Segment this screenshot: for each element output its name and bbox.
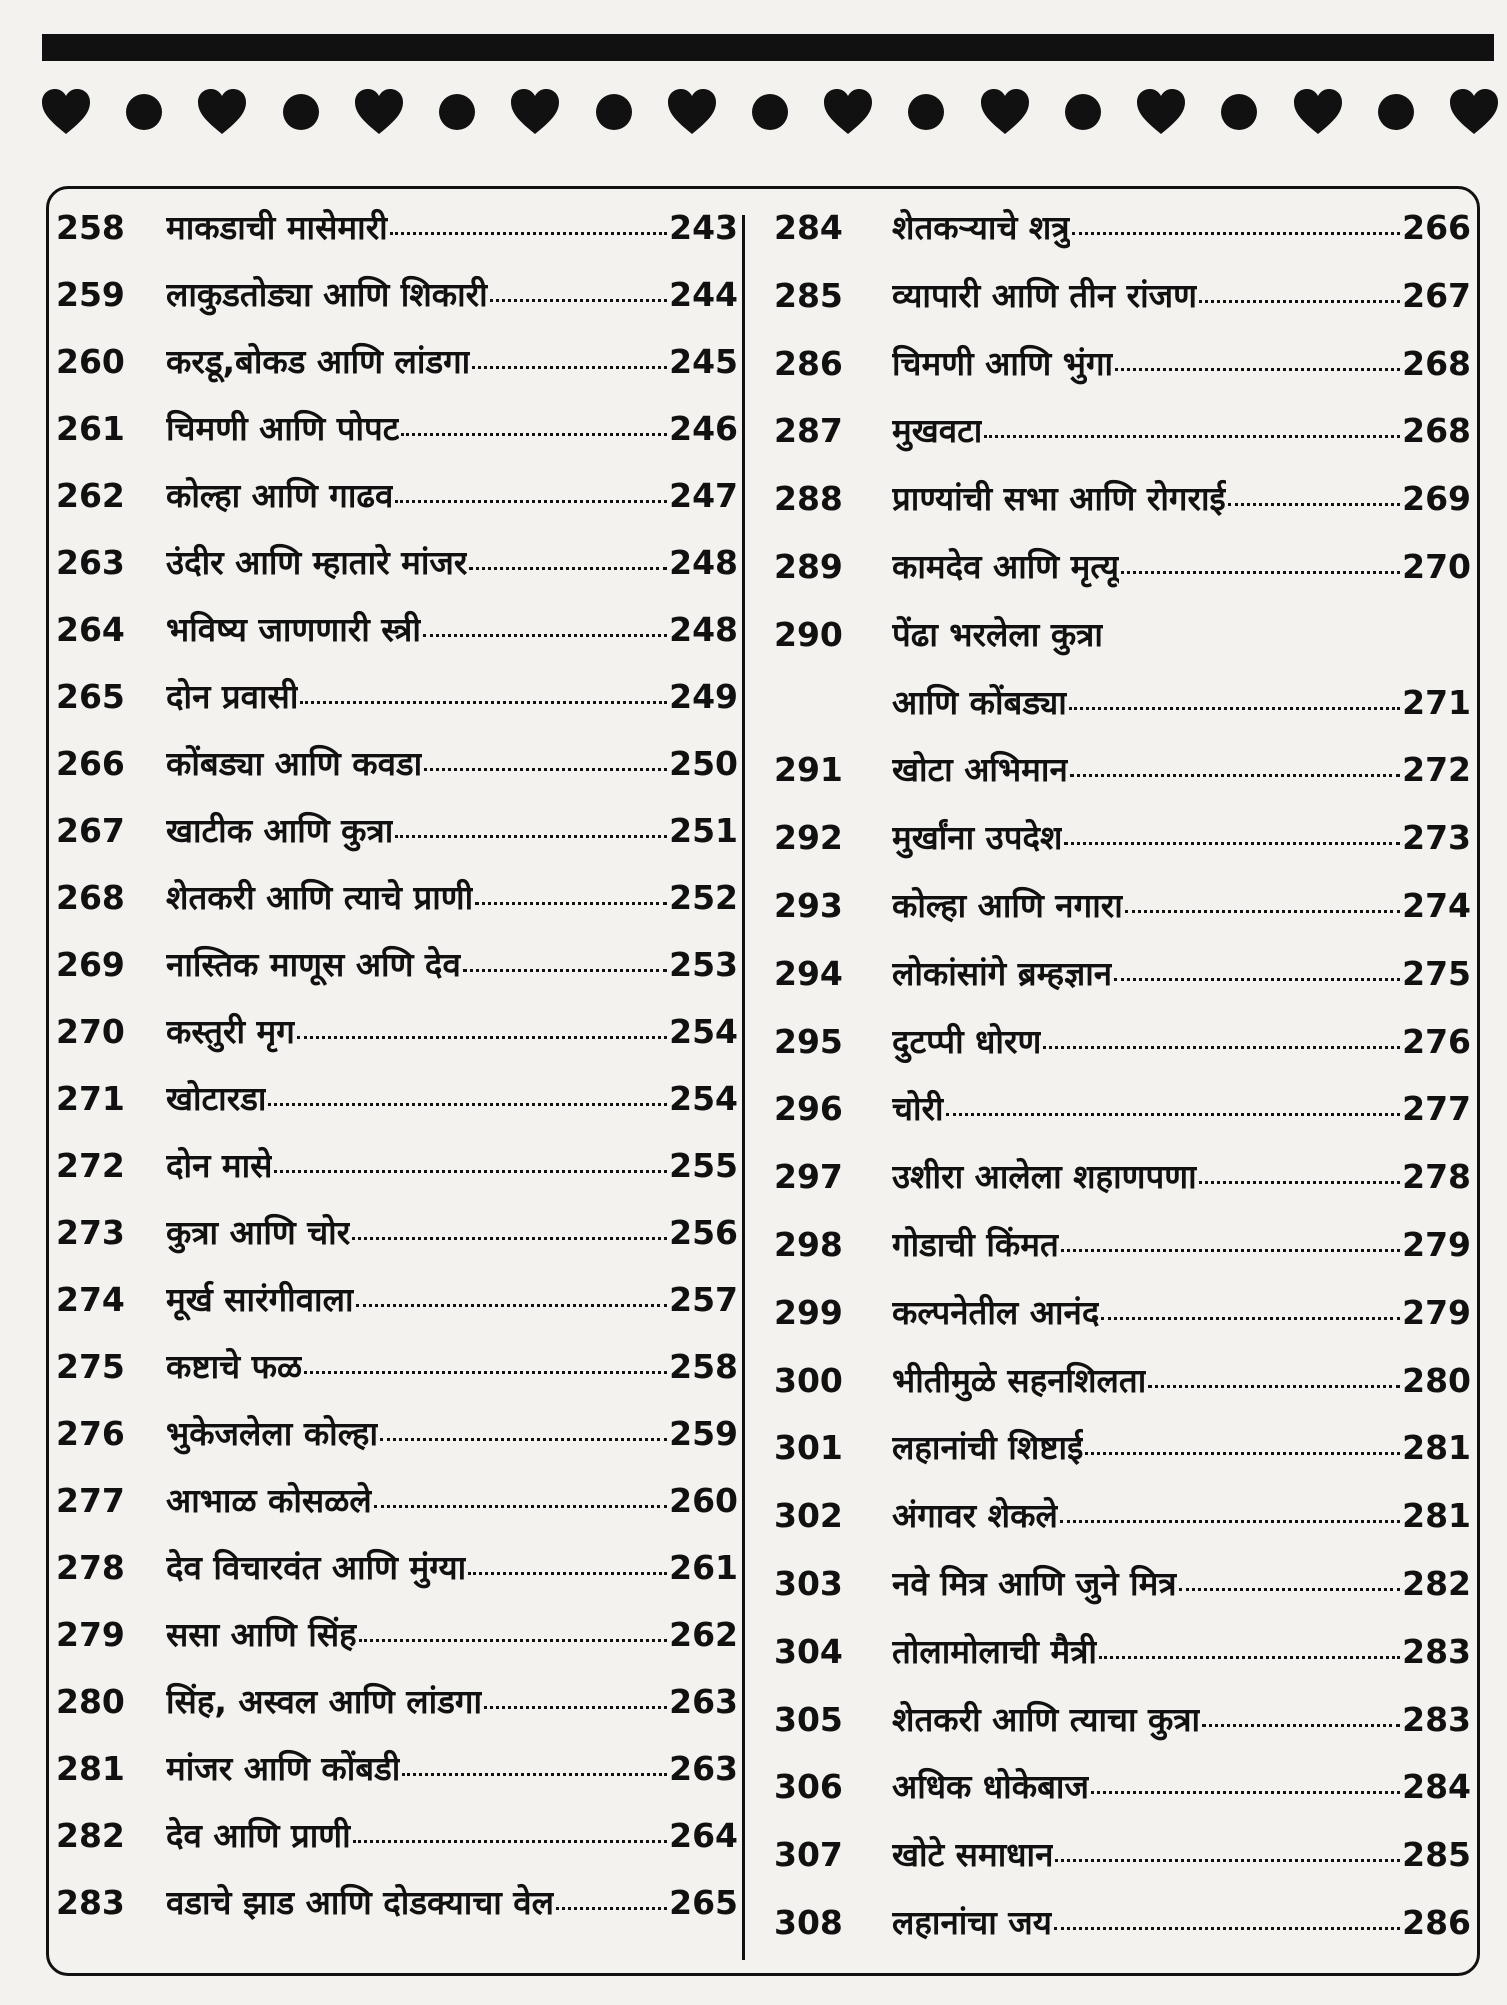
toc-entry	[52, 271, 742, 338]
dot-leader	[1043, 1046, 1400, 1049]
entry-number: 286	[774, 343, 843, 383]
dot-leader	[1069, 707, 1400, 710]
entry-page-number: 261	[669, 1548, 738, 1587]
entry-number: 303	[774, 1563, 843, 1603]
contents-column-right	[770, 204, 1475, 1967]
toc-entry	[770, 1018, 1475, 1086]
entry-page-number: 283	[1402, 1631, 1471, 1671]
toc-entry	[770, 611, 1475, 679]
entry-number: 264	[56, 610, 125, 649]
toc-entry	[52, 405, 742, 472]
entry-page-number: 269	[1402, 479, 1471, 519]
entry-title: चोरी	[892, 1089, 944, 1129]
entry-page-number: 254	[669, 1079, 738, 1118]
toc-entry	[770, 1153, 1475, 1221]
dot-leader	[401, 433, 667, 436]
entry-number: 292	[774, 818, 843, 858]
dot-leader	[1114, 978, 1400, 981]
entry-page-number: 272	[1402, 750, 1471, 790]
entry-number: 275	[56, 1347, 125, 1386]
toc-entry	[770, 1085, 1475, 1153]
entry-number: 279	[56, 1615, 125, 1654]
entry-number: 287	[774, 411, 843, 451]
dot-icon	[1376, 92, 1416, 132]
dot-leader	[463, 969, 667, 972]
entry-title: लहानांचा जय	[892, 1902, 1052, 1942]
toc-entry	[770, 746, 1475, 814]
entry-page-number: 256	[669, 1213, 738, 1252]
entry-number: 262	[56, 476, 125, 515]
entry-title: नास्तिक माणूस अणि देव	[166, 945, 461, 984]
entry-number: 305	[774, 1699, 843, 1739]
entry-title: अधिक धोकेबाज	[892, 1767, 1089, 1807]
heart-icon	[666, 87, 718, 137]
toc-entry	[52, 606, 742, 673]
entry-title: खोटे समाधान	[892, 1835, 1054, 1875]
toc-entry	[52, 941, 742, 1008]
entry-number: 300	[774, 1360, 843, 1400]
entry-number: 260	[56, 342, 125, 381]
dot-leader	[1121, 571, 1400, 574]
toc-entry	[52, 1276, 742, 1343]
dot-leader	[1060, 1520, 1400, 1523]
entry-number: 289	[774, 546, 843, 586]
toc-entry	[52, 1075, 742, 1142]
dot-leader	[1061, 1249, 1400, 1252]
entry-number: 258	[56, 208, 125, 247]
dot-leader	[402, 1773, 667, 1776]
entry-title: खोटा अभिमान	[892, 750, 1068, 790]
heart-icon	[353, 87, 405, 137]
column-divider	[742, 215, 745, 1960]
dot-icon	[124, 92, 164, 132]
entry-number: 293	[774, 885, 843, 925]
entry-page-number: 258	[669, 1347, 738, 1386]
dot-leader	[374, 1505, 667, 1508]
entry-title: दोन प्रवासी	[166, 677, 299, 716]
entry-title: मांजर आणि कोंबडी	[166, 1749, 401, 1788]
entry-title: कष्टाचे फळ	[166, 1347, 303, 1386]
toc-entry	[52, 1343, 742, 1410]
dot-leader	[395, 835, 667, 838]
dot-leader	[1085, 1452, 1400, 1455]
entry-page-number: 250	[669, 744, 738, 783]
toc-entry	[52, 1879, 742, 1946]
toc-entry	[770, 1763, 1475, 1831]
dot-leader	[304, 1371, 667, 1374]
entry-page-number: 246	[669, 409, 738, 448]
dot-leader	[1072, 232, 1401, 235]
dot-leader	[1202, 1724, 1400, 1727]
entry-title: अंगावर शेकले	[892, 1496, 1058, 1536]
entry-number: 261	[56, 409, 125, 448]
dot-leader	[1199, 300, 1400, 303]
entry-title: कुत्रा आणि चोर	[166, 1213, 351, 1252]
heart-icon	[40, 87, 92, 137]
toc-entry	[770, 1560, 1475, 1628]
entry-page-number: 277	[1402, 1089, 1471, 1129]
entry-number: 263	[56, 543, 125, 582]
dot-leader	[1148, 1385, 1400, 1388]
entry-page-number: 254	[669, 1012, 738, 1051]
toc-entry	[52, 1008, 742, 1075]
entry-title: दोन मासे	[166, 1146, 273, 1185]
dot-leader	[469, 567, 667, 570]
entry-number: 265	[56, 677, 125, 716]
entry-number: 269	[56, 945, 125, 984]
dot-leader	[424, 768, 667, 771]
toc-entry	[52, 807, 742, 874]
dot-leader	[1115, 368, 1400, 371]
toc-entry	[770, 1696, 1475, 1764]
heart-icon	[1292, 87, 1344, 137]
dot-icon	[1063, 92, 1103, 132]
entry-title: शेतकरी आणि त्याचा कुत्रा	[892, 1699, 1201, 1739]
entry-page-number: 251	[669, 811, 738, 850]
entry-page-number: 286	[1402, 1902, 1471, 1942]
entry-number: 274	[56, 1280, 125, 1319]
entry-title: कोल्हा आणि नगारा	[892, 885, 1123, 925]
dot-leader	[1099, 1656, 1400, 1659]
entry-title: वडाचे झाड आणि दोडक्याचा वेल	[166, 1883, 555, 1922]
top-rule-bar	[42, 34, 1494, 61]
dot-leader	[1199, 1181, 1400, 1184]
toc-entry	[770, 407, 1475, 475]
entry-number: 282	[56, 1816, 125, 1855]
toc-entry	[770, 1628, 1475, 1696]
dot-icon	[437, 92, 477, 132]
toc-entry	[770, 679, 1475, 747]
toc-entry	[770, 340, 1475, 408]
dot-leader	[1054, 1927, 1400, 1930]
entry-number: 268	[56, 878, 125, 917]
dot-leader	[423, 634, 667, 637]
dot-leader	[297, 1036, 667, 1039]
dot-leader	[490, 299, 667, 302]
entry-title: भुकेजलेला कोल्हा	[166, 1414, 378, 1453]
dot-leader	[1055, 1859, 1400, 1862]
dot-leader	[1070, 774, 1400, 777]
heart-icon	[509, 87, 561, 137]
entry-title: देव विचारवंत आणि मुंग्या	[166, 1548, 467, 1587]
toc-entry	[770, 882, 1475, 950]
entry-number: 307	[774, 1835, 843, 1875]
dot-leader	[946, 1113, 1401, 1116]
entry-page-number: 279	[1402, 1224, 1471, 1264]
heart-icon	[1135, 87, 1187, 137]
dot-icon	[906, 92, 946, 132]
entry-page-number: 259	[669, 1414, 738, 1453]
entry-title: आणि कोंबड्या	[892, 682, 1067, 722]
entry-number: 272	[56, 1146, 125, 1185]
toc-entry	[52, 338, 742, 405]
entry-page-number: 265	[669, 1883, 738, 1922]
entry-page-number: 243	[669, 208, 738, 247]
entry-number: 285	[774, 275, 843, 315]
entry-number: 259	[56, 275, 125, 314]
toc-entry	[52, 539, 742, 606]
entry-page-number: 248	[669, 543, 738, 582]
entry-page-number: 281	[1402, 1496, 1471, 1536]
toc-entry	[52, 1142, 742, 1209]
toc-entry	[770, 475, 1475, 543]
toc-entry	[770, 543, 1475, 611]
toc-entry	[770, 1357, 1475, 1425]
entry-title: उशीरा आलेला शहाणपणा	[892, 1157, 1197, 1197]
entry-title: सिंह, अस्वल आणि लांडगा	[166, 1682, 482, 1721]
entry-page-number: 283	[1402, 1699, 1471, 1739]
entry-title: चिमणी आणि भुंगा	[892, 343, 1114, 383]
entry-title: पेंढा भरलेला कुत्रा	[892, 614, 1103, 654]
entry-title: गोडाची किंमत	[892, 1224, 1059, 1264]
toc-entry	[52, 1410, 742, 1477]
toc-entry	[52, 1745, 742, 1812]
entry-page-number: 267	[1402, 275, 1471, 315]
entry-page-number: 247	[669, 476, 738, 515]
dot-leader	[468, 1572, 667, 1575]
entry-number: 281	[56, 1749, 125, 1788]
entry-number: 298	[774, 1224, 843, 1264]
entry-title: आभाळ कोसळले	[166, 1481, 372, 1520]
dot-leader	[556, 1907, 667, 1910]
dot-leader	[1179, 1588, 1401, 1591]
dot-leader	[356, 1304, 668, 1307]
dot-leader	[300, 701, 667, 704]
entry-page-number: 263	[669, 1682, 738, 1721]
entry-page-number: 248	[669, 610, 738, 649]
dot-leader	[274, 1170, 667, 1173]
entry-title: माकडाची मासेमारी	[166, 208, 388, 247]
entry-number: 302	[774, 1496, 843, 1536]
toc-entry	[770, 1424, 1475, 1492]
entry-page-number: 252	[669, 878, 738, 917]
entry-page-number: 245	[669, 342, 738, 381]
entry-page-number: 273	[1402, 818, 1471, 858]
entry-page-number: 268	[1402, 343, 1471, 383]
entry-number: 296	[774, 1089, 843, 1129]
toc-entry	[52, 740, 742, 807]
entry-page-number: 255	[669, 1146, 738, 1185]
toc-entry	[770, 1221, 1475, 1289]
dot-leader	[984, 435, 1400, 438]
dot-leader	[1064, 842, 1400, 845]
toc-entry	[770, 272, 1475, 340]
dot-leader	[359, 1639, 667, 1642]
dot-leader	[395, 500, 667, 503]
dot-icon	[281, 92, 321, 132]
entry-number: 304	[774, 1631, 843, 1671]
dot-leader	[1125, 910, 1400, 913]
toc-entry	[52, 1812, 742, 1879]
dot-leader	[1228, 503, 1400, 506]
entry-page-number: 260	[669, 1481, 738, 1520]
entry-page-number: 263	[669, 1749, 738, 1788]
entry-page-number: 275	[1402, 953, 1471, 993]
entry-number: 288	[774, 479, 843, 519]
dot-leader	[352, 1237, 667, 1240]
entry-title: तोलामोलाची मैत्री	[892, 1631, 1097, 1671]
entry-page-number: 285	[1402, 1835, 1471, 1875]
entry-title: लोकांसांगे ब्रम्हज्ञान	[892, 953, 1113, 993]
entry-page-number: 253	[669, 945, 738, 984]
toc-entry	[770, 1899, 1475, 1967]
entry-number: 299	[774, 1292, 843, 1332]
entry-page-number: 257	[669, 1280, 738, 1319]
entry-title: चिमणी आणि पोपट	[166, 409, 400, 448]
entry-page-number: 278	[1402, 1157, 1471, 1197]
entry-title: उंदीर आणि म्हातारे मांजर	[166, 543, 468, 582]
entry-page-number: 262	[669, 1615, 738, 1654]
entry-title: कस्तुरी मृग	[166, 1012, 295, 1051]
toc-entry	[52, 204, 742, 271]
entry-number: 297	[774, 1157, 843, 1197]
entry-number: 278	[56, 1548, 125, 1587]
entry-page-number: 280	[1402, 1360, 1471, 1400]
entry-page-number: 244	[669, 275, 738, 314]
entry-page-number: 279	[1402, 1292, 1471, 1332]
dot-icon	[1219, 92, 1259, 132]
entry-number: 290	[774, 614, 843, 654]
entry-number: 280	[56, 1682, 125, 1721]
dot-leader	[1091, 1791, 1400, 1794]
entry-title: लहानांची शिष्टाई	[892, 1428, 1084, 1468]
entry-title: देव आणि प्राणी	[166, 1816, 351, 1855]
heart-icon	[979, 87, 1031, 137]
dot-icon	[750, 92, 790, 132]
dot-leader	[353, 1840, 667, 1843]
dot-leader	[1101, 1317, 1400, 1320]
entry-number: 270	[56, 1012, 125, 1051]
entry-title: दुटप्पी धोरण	[892, 1021, 1042, 1061]
heart-icon	[1448, 87, 1500, 137]
toc-entry	[770, 1289, 1475, 1357]
heart-icon	[822, 87, 874, 137]
toc-entry	[52, 1209, 742, 1276]
entry-page-number: 270	[1402, 546, 1471, 586]
contents-column-left	[52, 204, 742, 1946]
entry-number: 306	[774, 1767, 843, 1807]
dot-leader	[475, 902, 667, 905]
entry-title: शेतकरी आणि त्याचे प्राणी	[166, 878, 474, 917]
dot-leader	[380, 1438, 667, 1441]
entry-number: 266	[56, 744, 125, 783]
entry-title: नवे मित्र आणि जुने मित्र	[892, 1563, 1177, 1603]
entry-title: भविष्य जाणणारी स्त्री	[166, 610, 421, 649]
dot-icon	[594, 92, 634, 132]
toc-entry	[52, 472, 742, 539]
entry-page-number: 281	[1402, 1428, 1471, 1468]
toc-entry	[52, 1477, 742, 1544]
entry-number: 284	[774, 208, 843, 247]
entry-page-number: 274	[1402, 885, 1471, 925]
entry-title: कोंबड्या आणि कवडा	[166, 744, 423, 783]
entry-title: भीतीमुळे सहनशिलता	[892, 1360, 1147, 1400]
entry-title: खोटारडा	[166, 1079, 267, 1118]
ornament-border	[40, 72, 1500, 152]
entry-title: लाकुडतोड्या आणि शिकारी	[166, 275, 488, 314]
toc-entry	[52, 1544, 742, 1611]
entry-title: कामदेव आणि मृत्यू	[892, 546, 1120, 586]
entry-number: 301	[774, 1428, 843, 1468]
entry-number: 271	[56, 1079, 125, 1118]
dot-leader	[484, 1706, 667, 1709]
entry-title: मुर्खांना उपदेश	[892, 818, 1063, 858]
entry-page-number: 284	[1402, 1767, 1471, 1807]
entry-number: 283	[56, 1883, 125, 1922]
toc-entry	[52, 1611, 742, 1678]
entry-number: 273	[56, 1213, 125, 1252]
entry-page-number: 271	[1402, 682, 1471, 722]
entry-title: करडू,बोकड आणि लांडगा	[166, 342, 471, 381]
entry-number: 276	[56, 1414, 125, 1453]
toc-entry	[52, 874, 742, 941]
entry-number: 295	[774, 1021, 843, 1061]
entry-number: 294	[774, 953, 843, 993]
entry-title: ससा आणि सिंह	[166, 1615, 357, 1654]
entry-title: शेतकऱ्याचे शत्रु	[892, 208, 1070, 247]
toc-entry	[770, 814, 1475, 882]
entry-page-number: 266	[1402, 208, 1471, 247]
entry-page-number: 249	[669, 677, 738, 716]
entry-page-number: 264	[669, 1816, 738, 1855]
toc-entry	[770, 1831, 1475, 1899]
entry-number: 308	[774, 1902, 843, 1942]
entry-number: 277	[56, 1481, 125, 1520]
entry-number: 291	[774, 750, 843, 790]
toc-entry	[52, 673, 742, 740]
toc-entry	[770, 204, 1475, 272]
toc-entry	[770, 1492, 1475, 1560]
dot-leader	[390, 232, 667, 235]
dot-leader	[268, 1103, 667, 1106]
toc-entry	[52, 1678, 742, 1745]
toc-entry	[770, 950, 1475, 1018]
entry-title: मुखवटा	[892, 411, 983, 451]
entry-page-number: 268	[1402, 411, 1471, 451]
entry-title: प्राण्यांची सभा आणि रोगराई	[892, 479, 1226, 519]
entry-title: कोल्हा आणि गाढव	[166, 476, 394, 515]
entry-title: कल्पनेतील आनंद	[892, 1292, 1100, 1332]
dot-leader	[472, 366, 667, 369]
entry-page-number: 276	[1402, 1021, 1471, 1061]
entry-title: व्यापारी आणि तीन रांजण	[892, 275, 1197, 315]
entry-title: खाटीक आणि कुत्रा	[166, 811, 394, 850]
heart-icon	[196, 87, 248, 137]
entry-number: 267	[56, 811, 125, 850]
entry-page-number: 282	[1402, 1563, 1471, 1603]
entry-title: मूर्ख सारंगीवाला	[166, 1280, 354, 1319]
